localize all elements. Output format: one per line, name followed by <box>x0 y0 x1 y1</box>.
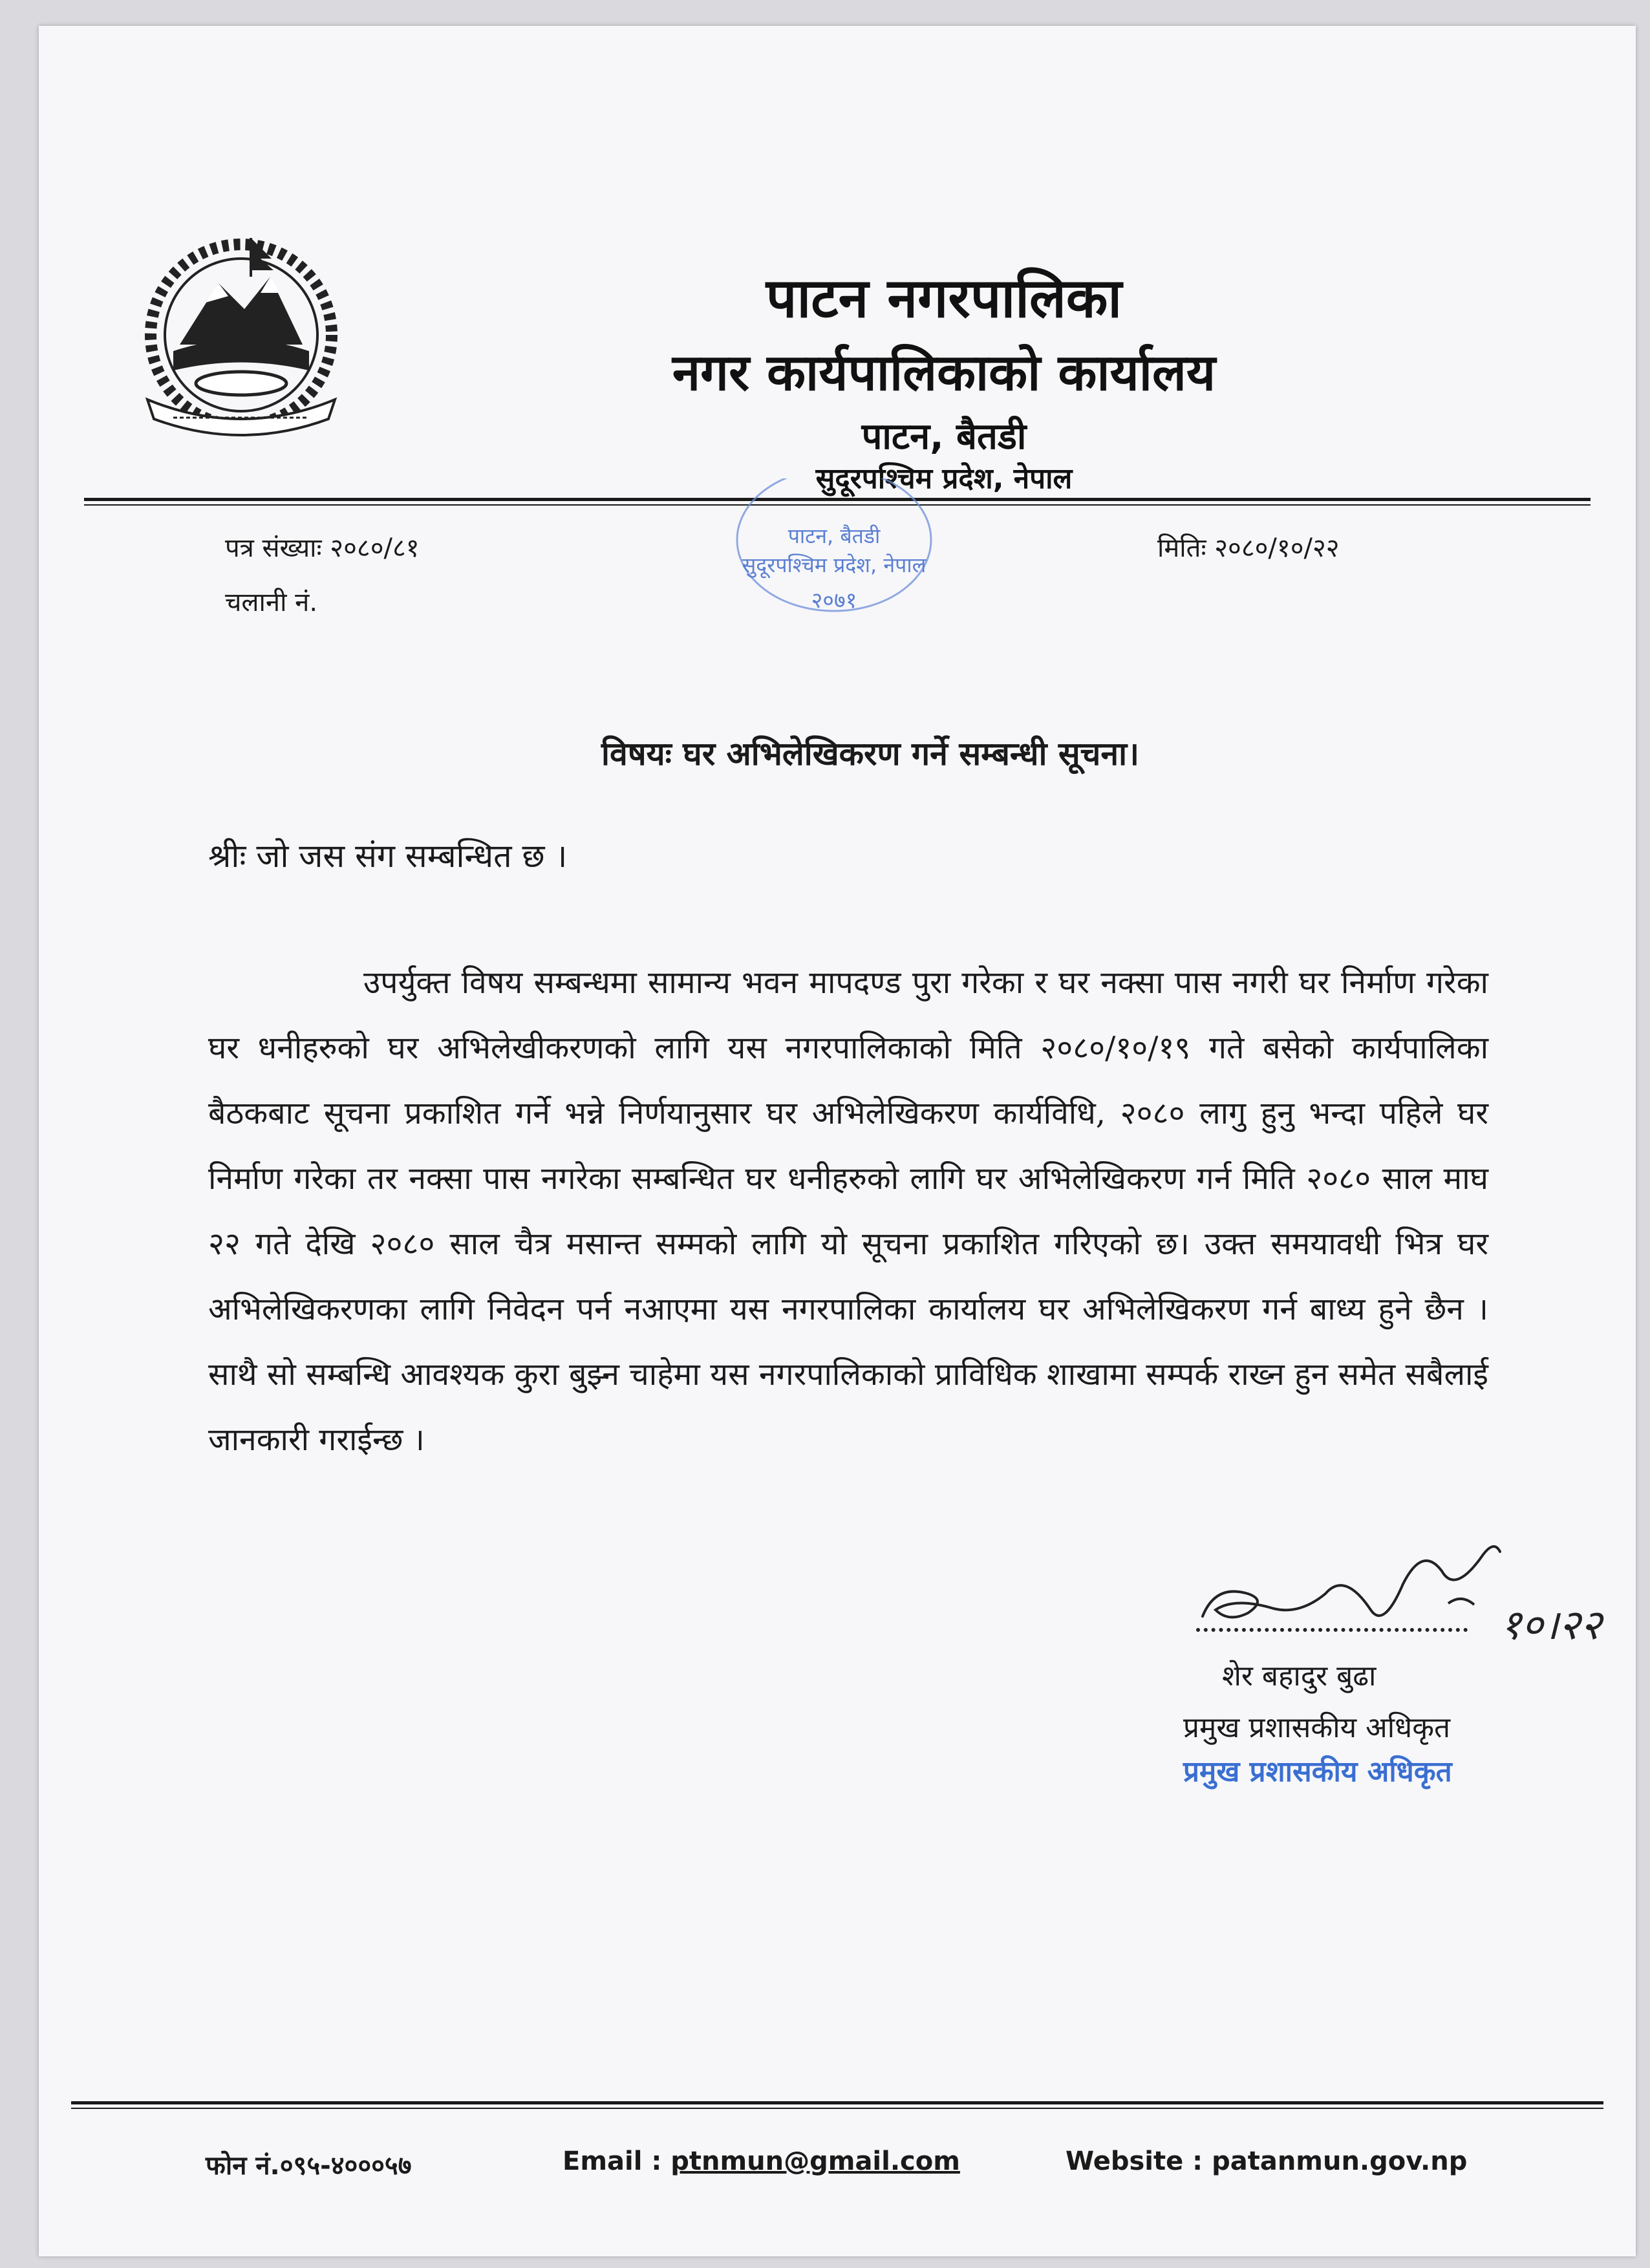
footer-website[interactable]: Website : patanmun.gov.np <box>1066 2146 1468 2176</box>
footer-phone: फोन नं.०९५-४०००५७ <box>206 2151 412 2181</box>
letter-body: उपर्युक्त विषय सम्बन्धमा सामान्य भवन मापदण्ड पुरा गरेका र घर नक्सा पास नगरी घर निर्माण गरेका घर धनीहरुको घर अभिलेखीकरणको लागि यस नगरपालिकाको मिति २०८०/१०/१९ गते बसेको कार्यपालिका बैठकबाट सूचना प्रकाशित गर्ने भन्ने निर्णयानुसार घर अभिलेखिकरण कार्यविधि, २०८० लागु हुनु भन्दा पहिले घर निर्माण गरेका तर नक्सा पास नगरेका सम्बन्धित घर धनीहरुको लागि घर अभिलेखिकरण गर्न मिति २०८० साल माघ २२ गते देखि २०८० साल चैत्र मसान्त सम्मको लागि यो सूचना प्रकाशित गरिएको छ। उक्त समयावधी भित्र घर अभिलेखिकरणका लागि निवेदन पर्न नआएमा यस नगरपालिका कार्यालय घर अभिलेखिकरण गर्न बाध्य हुने छैन ।साथै सो सम्बन्धि आवश्यक कुरा बुझ्न चाहेमा यस नगरपालिकाको प्राविधिक शाखामा सम्पर्क राख्न हुन समेत सबैलाई जानकारी गराईन्छ । <box>208 965 1488 1458</box>
stamp-line-1: पाटन, बैतडी <box>788 524 881 548</box>
stamp-line-3: २०७१ <box>811 588 857 614</box>
signature-date: १०।२२ <box>1500 1601 1602 1649</box>
dispatch-number: चलानी नं. <box>225 588 318 617</box>
office-name: नगर कार्यपालिकाको कार्यालय <box>672 344 1216 402</box>
letter-date: मितिः २०८०/१०/२२ <box>1157 533 1340 563</box>
office-location: पाटन, बैतडी <box>861 416 1027 458</box>
signatory-title-stamp: प्रमुख प्रशासकीय अधिकृत <box>1183 1755 1452 1788</box>
footer-email-link[interactable]: ptnmun@gmail.com <box>670 2146 960 2176</box>
footer-email-block <box>562 2146 960 2176</box>
office-province: सुदूरपश्चिम प्रदेश, नेपाल <box>815 462 1073 495</box>
letter-subject: विषयः घर अभिलेखिकरण गर्ने सम्बन्धी सूचना। <box>601 735 1140 773</box>
footer-divider <box>71 2101 1603 2104</box>
stamp-line-2: सुदूरपश्चिम प्रदेश, नेपाल <box>742 553 927 577</box>
footer-email-label: Email : <box>562 2146 671 2176</box>
salutation: श्रीः जो जस संग सम्बन्धित छ । <box>208 837 568 875</box>
letter-page <box>39 26 1636 2256</box>
nepal-coat-of-arms-icon <box>134 231 348 438</box>
signature-line <box>1196 1628 1468 1632</box>
office-seal-stamp <box>718 478 950 627</box>
signatory-title: प्रमुख प्रशासकीय अधिकृत <box>1183 1711 1451 1744</box>
signatory-name: शेर बहादुर बुढा <box>1222 1660 1377 1693</box>
org-name: पाटन नगरपालिका <box>766 266 1122 330</box>
footer-divider-thin <box>71 2108 1603 2109</box>
letter-number: पत्र संख्याः २०८०/८१ <box>225 533 420 563</box>
